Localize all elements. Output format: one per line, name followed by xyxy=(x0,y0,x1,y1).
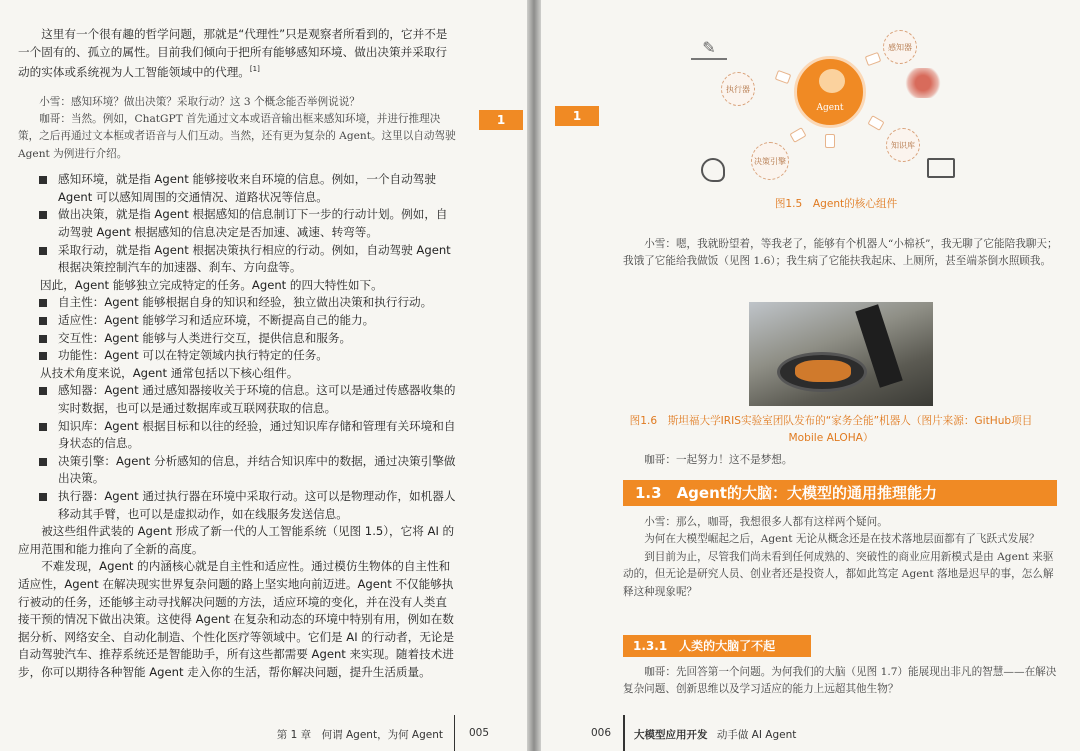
bullet-square xyxy=(39,387,47,395)
bullet-text: 感知器：Agent 通过感知器接收关于环境的信息。这可以是通过传感器收集的实时数据，也可以是通过数据库或互联网获取的信息。 xyxy=(58,383,456,415)
mascot-face xyxy=(819,69,845,93)
bullet-text: 感知环境，就是指 Agent 能够接收来自环境的信息。例如，一个自动驾驶 Agent 可以感知周围的交通情况、道路状况等信息。 xyxy=(58,172,436,204)
bullet-item xyxy=(18,418,458,453)
bullet-text: 执行器：Agent 通过执行器在环境中采取行动。这可以是物理动作，如机器人移动其手臂，也可以是虚拟动作，如在线服务发送信息。 xyxy=(58,488,456,521)
node-knowledge-base: 知识库 xyxy=(886,128,920,162)
bullet-text: 决策引擎：Agent 分析感知的信息，并结合知识库中的数据，通过决策引擎做出决策。 xyxy=(58,453,456,486)
agent-components-diagram xyxy=(702,28,951,196)
arrow-icon xyxy=(789,127,806,143)
bullet-square xyxy=(39,176,47,184)
page-number-left: 005 xyxy=(468,727,489,739)
dialogue-block-1 xyxy=(623,236,1063,271)
intro-text: 这里有一个很有趣的哲学问题，那就是“代理性”只是观察者所看到的，它并不是一个固有的、孤立的属性。目前我们倾向于把所有能够感知环境、做出决策并采取行动的实体或系统视为人工智能领域中的代理。 xyxy=(18,27,448,80)
node-sensor: 感知器 xyxy=(883,30,917,64)
bullet-text: 自主性：Agent 能够根据自身的知识和经验，独立做出决策和执行行动。 xyxy=(58,295,433,310)
dialogue-xiaoxue: 小雪：感知环境？做出决策？采取行动？这 3 个概念能否举例说说？ xyxy=(39,95,360,108)
page-number-right: 006 xyxy=(591,727,612,739)
dialogue-kage: 咖哥：当然。例如，ChatGPT 首先通过文本或语音输出框来感知环境，并进行推理决策，之后再通过文本框或者语音与人们互动。当然，还有更为复杂的 Agent。这里以自动驾驶 Agent 为例进行介绍。 xyxy=(18,113,456,160)
bullet-square xyxy=(39,247,47,255)
agent-center-label: Agent xyxy=(816,103,844,113)
footer-divider xyxy=(454,715,456,751)
chapter-tab-left: 1 xyxy=(479,110,523,130)
arrow-icon xyxy=(825,134,835,148)
bullet-text: 做出决策，就是指 Agent 根据感知的信息制订下一步的行动计划。例如，自动驾驶 Agent 根据感知的信息决定是否加速、减速、转弯等。 xyxy=(58,207,448,240)
node-actuator: 执行器 xyxy=(721,72,755,106)
intro-paragraph xyxy=(18,26,458,82)
arrow-icon xyxy=(867,115,884,131)
bullet-text: 知识库：Agent 根据目标和以往的经验，通过知识库存储和管理有关环境和自身状态的信息。 xyxy=(58,418,456,451)
summary-line: 因此，Agent 能够独立完成特定的任务。Agent 的四大特性如下。 xyxy=(40,277,383,292)
question-1: 为何在大模型崛起之后，Agent 无论从概念还是在技术落地层面都有了飞跃式发展？ xyxy=(644,533,1040,546)
paragraph-agent-core: 不难发现，Agent 的内涵核心就是自主性和适应性。通过模仿生物体的自主性和适应性，Agent 在解决现实世界复杂问题的路上坚实地向前迈进。Agent 不仅能够执行被动的任务，还能够主动寻找解决问题的方法，适应环境的变化，并在没有人类直接干预的情况下做出决策。这使得 Agent 在复杂和动态的环境中特别有用，例如在数据分析、网络安全、自动化制造、个性化医疗等领域中。它们是 AI 的行动者，无论是自动驾驶汽车、推荐系统还是智能助手，所有这些都需要 Agent 来实现。随着技术进步，你可以期待各种智能 Agent 走入你的生活，帮你解决问题，提升生活质量。 xyxy=(18,559,455,679)
bullet-square xyxy=(39,317,47,325)
tools-icon: ✎ xyxy=(691,38,727,60)
bullet-square xyxy=(39,335,47,343)
intro-reference: [1] xyxy=(249,65,260,74)
bullet-item xyxy=(18,330,458,348)
bullet-item xyxy=(18,206,458,241)
dialogue-block-3 xyxy=(623,514,1063,601)
brain-network-icon xyxy=(903,68,943,98)
bullet-square xyxy=(39,458,47,466)
chapter-tab-right: 1 xyxy=(555,106,599,126)
bullet-item xyxy=(18,488,458,523)
bullet-text: 适应性：Agent 能够学习和适应环境，不断提高自己的能力。 xyxy=(58,313,375,328)
robot-cooking-photo xyxy=(749,302,933,406)
bullet-square xyxy=(39,423,47,431)
bullet-text: 功能性：Agent 可以在特定领域内执行特定的任务。 xyxy=(58,348,328,363)
bullet-text: 采取行动，就是指 Agent 根据决策执行相应的行动。例如，自动驾驶 Agent 根据决策控制汽车的加速器、刹车、方向盘等。 xyxy=(58,242,451,275)
footer-book-title xyxy=(634,727,796,742)
dialogue-block-4 xyxy=(623,664,1063,699)
bullet-item xyxy=(18,171,458,206)
dialogue-brain-answer: 咖哥：先回答第一个问题。为何我们的大脑（见图 1.7）能展现出非凡的智慧——在解决复杂问题、创新思维以及学习适应的能力上远超其他生物？ xyxy=(623,666,1057,696)
left-content xyxy=(18,26,458,681)
bullet-item xyxy=(18,312,458,330)
bullet-square xyxy=(39,211,47,219)
bullet-text: 交互性：Agent 能够与人类进行交互，提供信息和服务。 xyxy=(58,330,352,345)
figure-1-5-caption: 图1.5 Agent的核心组件 xyxy=(774,198,898,210)
figure-1-6-caption-line-2: Mobile ALOHA） xyxy=(788,432,874,444)
right-page xyxy=(541,0,1080,751)
footer-book-title-bold: 大模型应用开发 xyxy=(634,729,708,741)
question-2: 到目前为止，尽管我们尚未看到任何成熟的、突破性的商业应用新模式是由 Agent 来驱动的，但无论是研究人员、创业者还是投资人，都如此笃定 Agent 落地是迟早的事，怎么解释这种现象呢？ xyxy=(623,550,1054,598)
food-in-pan xyxy=(795,360,851,382)
arrow-icon xyxy=(865,52,882,66)
agent-mascot-icon xyxy=(794,56,866,128)
bullet-item xyxy=(18,347,458,365)
dialogue-questions-intro: 小雪：那么，咖哥，我想很多人都有这样两个疑问。 xyxy=(644,516,888,528)
bullet-item xyxy=(18,382,458,417)
section-heading-1-3: 1.3 Agent的大脑：大模型的通用推理能力 xyxy=(623,480,1057,506)
dialogue-encourage: 咖哥：一起努力！这不是梦想。 xyxy=(644,454,793,466)
bullet-square xyxy=(39,299,47,307)
figure-1-6-caption-line-1: 图1.6 斯坦福大学IRIS实验室团队发布的“家务全能”机器人（图片来源：GitHub项目 xyxy=(629,415,1033,427)
left-page xyxy=(0,0,527,751)
books-icon xyxy=(927,158,955,178)
bullet-item xyxy=(18,453,458,488)
bullet-square xyxy=(39,493,47,501)
book-gutter xyxy=(527,0,541,751)
head-gear-icon xyxy=(701,158,725,182)
arrow-icon xyxy=(775,70,792,84)
subsection-heading-1-3-1: 1.3.1 人类的大脑了不起 xyxy=(623,635,811,657)
right-footer xyxy=(541,705,1080,751)
footer-chapter-title: 第 1 章 何谓 Agent，为何 Agent xyxy=(276,729,443,741)
bullet-square xyxy=(39,352,47,360)
node-decision-engine: 决策引擎 xyxy=(751,142,789,180)
dialogue-robot-wish: 小雪：嗯，我就盼望着，等我老了，能够有个机器人“小棉袄”，我无聊了它能陪我聊天；我饿了它能给我做饭（见图 1.6）；我生病了它能扶我起床、上厕所，甚至端茶倒水照顾我。 xyxy=(623,238,1058,268)
dialogue-block-2 xyxy=(623,452,1063,469)
bullet-item xyxy=(18,294,458,312)
paragraph-figure-reference: 被这些组件武装的 Agent 形成了新一代的人工智能系统（见图 1.5），它将 AI 的应用范围和能力推向了全新的高度。 xyxy=(18,524,455,556)
left-footer xyxy=(0,705,527,751)
bullet-item xyxy=(18,242,458,277)
components-intro-line: 从技术角度来说，Agent 通常包括以下核心组件。 xyxy=(40,365,299,380)
footer-divider xyxy=(623,715,625,751)
footer-book-title-rest: 动手做 AI Agent xyxy=(716,729,797,741)
